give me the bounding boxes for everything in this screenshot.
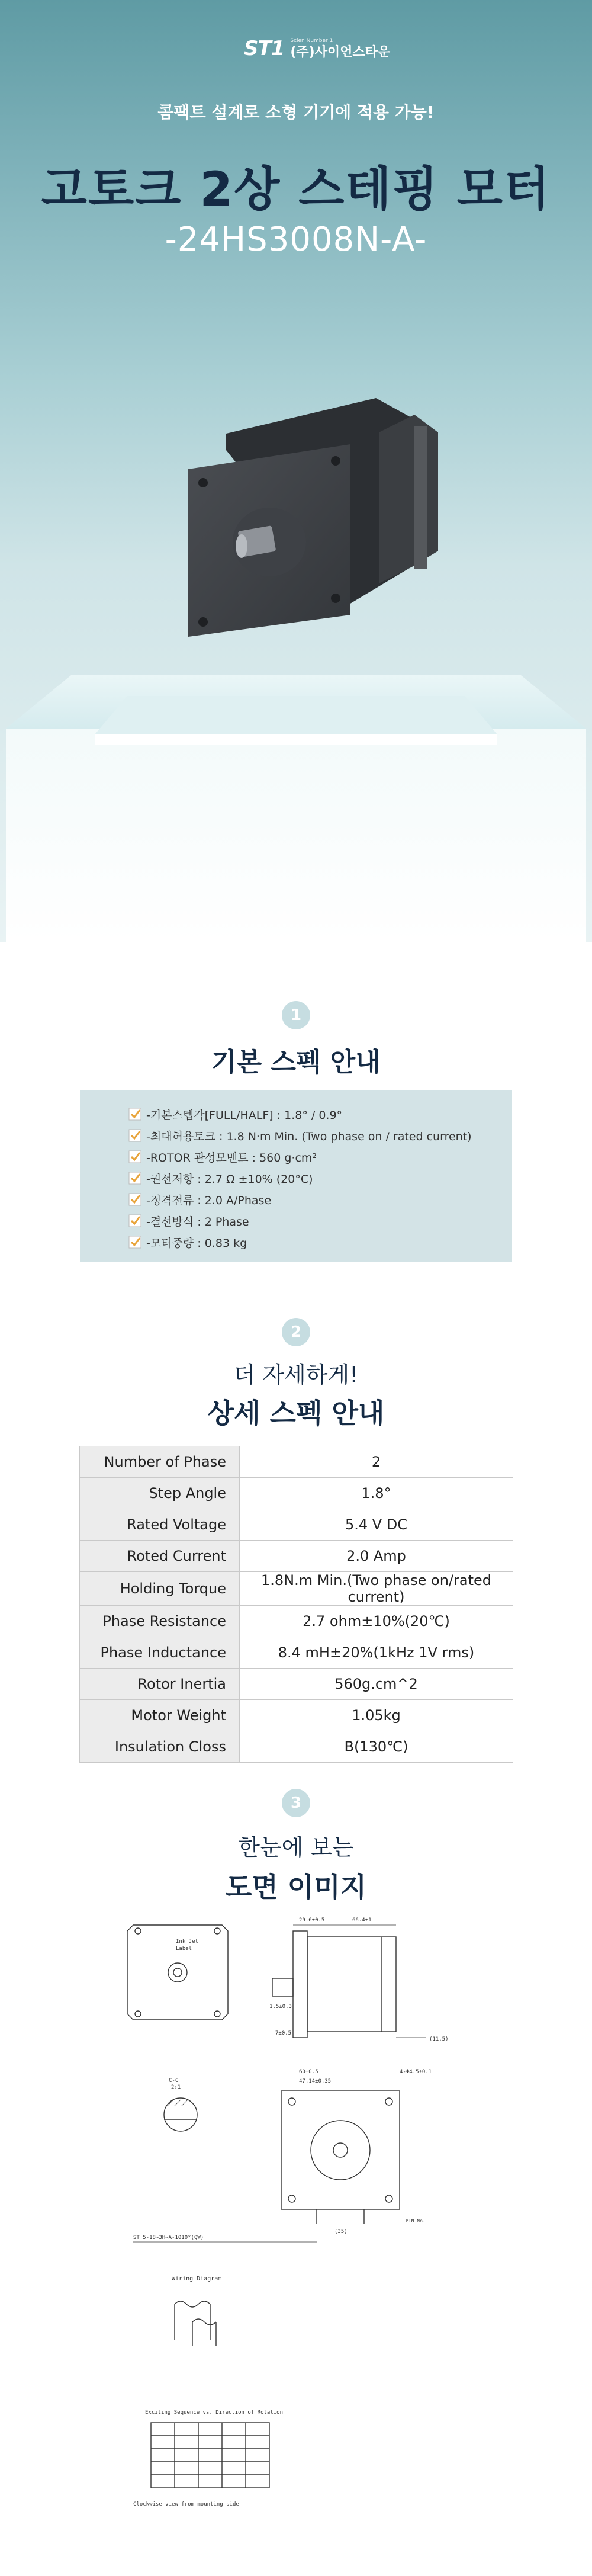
- svg-text:(11.5): (11.5): [429, 2036, 449, 2042]
- table-row: Rotor Inertia 560g.cm^2: [80, 1669, 513, 1700]
- brand-name: (주)사이언스타운: [290, 44, 391, 60]
- check-icon: [128, 1193, 141, 1206]
- technical-drawing: [121, 1913, 471, 2547]
- brand-logo[interactable]: [244, 37, 390, 60]
- section2-title: 상세 스펙 안내: [207, 1397, 385, 1429]
- table-row: Roted Current 2.0 Amp: [80, 1541, 513, 1572]
- logo-sub: Scien Number 1: [290, 37, 333, 44]
- basic-spec-box: [80, 1090, 512, 1262]
- table-row: Insulation Closs B(130℃): [80, 1731, 513, 1763]
- section3-pretitle: 한눈에 보는: [238, 1834, 354, 1860]
- svg-text:7±0.5: 7±0.5: [275, 2030, 292, 2036]
- table-row: Motor Weight 1.05kg: [80, 1700, 513, 1731]
- section3-title: 도면 이미지: [225, 1871, 367, 1903]
- table-row: Step Angle 1.8°: [80, 1478, 513, 1509]
- check-icon: [128, 1214, 141, 1227]
- side-view: [269, 1917, 449, 2042]
- table-row: Number of Phase 2: [80, 1446, 513, 1478]
- spec-item: -정격전류 : 2.0 A/Phase: [128, 1189, 512, 1210]
- section2-pretitle: 더 자세하게!: [233, 1362, 359, 1388]
- front-view: [127, 1925, 228, 2020]
- svg-text:Label: Label: [176, 1946, 192, 1952]
- section-number-1: 1: [282, 1001, 310, 1029]
- table-row: Rated Voltage 5.4 V DC: [80, 1509, 513, 1541]
- table-row: Holding Torque 1.8N.m Min.(Two phase on/rated current): [80, 1572, 513, 1606]
- svg-text:C-C: C-C: [169, 2078, 179, 2084]
- svg-text:ST 5-18~3H~A-1010*(QW): ST 5-18~3H~A-1010*(QW): [133, 2235, 204, 2241]
- table-row: Phase Inductance 8.4 mH±20%(1kHz 1V rms): [80, 1637, 513, 1669]
- svg-text:Wiring Diagram: Wiring Diagram: [172, 2276, 222, 2282]
- wiring-diagram: [172, 2276, 221, 2346]
- mount-view: [133, 2069, 432, 2242]
- exciting-sequence-table: [133, 2410, 283, 2507]
- section1-title: 기본 스펙 안내: [211, 1047, 381, 1077]
- logo-mark: ST1: [244, 37, 285, 60]
- svg-text:1.5±0.3: 1.5±0.3: [269, 2004, 292, 2010]
- hero-subtitle: 콤팩트 설계로 소형 기기에 적용 가능!: [157, 102, 435, 122]
- spec-item: -기본스텝각[FULL/HALF] : 1.8° / 0.9°: [128, 1103, 512, 1125]
- hero-model: -24HS3008N-A-: [165, 220, 427, 259]
- svg-text:PIN No.: PIN No.: [406, 2218, 426, 2224]
- hero-title: 고토크 2상 스테핑 모터: [41, 162, 551, 217]
- section-view: [164, 2078, 197, 2131]
- check-icon: [128, 1236, 141, 1249]
- svg-text:Ink Jet: Ink Jet: [176, 1939, 198, 1945]
- svg-text:4-Φ4.5±0.1: 4-Φ4.5±0.1: [400, 2069, 432, 2075]
- spec-item: -ROTOR 관성모멘트 : 560 g·cm²: [128, 1146, 512, 1167]
- svg-text:60±0.5: 60±0.5: [299, 2069, 318, 2075]
- section-number-2: 2: [282, 1318, 310, 1346]
- svg-text:2:1: 2:1: [171, 2084, 181, 2090]
- stepper-motor: [188, 398, 438, 637]
- check-icon: [128, 1172, 141, 1185]
- svg-text:Exciting Sequence vs. Directio: Exciting Sequence vs. Direction of Rotation: [145, 2410, 283, 2415]
- spec-item: -결선방식 : 2 Phase: [128, 1210, 512, 1231]
- svg-text:29.6±0.5: 29.6±0.5: [299, 1917, 325, 1923]
- hero-banner: [0, 0, 592, 942]
- motor-product-image: [0, 355, 592, 942]
- svg-text:66.4±1: 66.4±1: [352, 1917, 372, 1923]
- svg-text:(35): (35): [334, 2229, 348, 2235]
- check-icon: [128, 1129, 141, 1142]
- svg-text:Clockwise view from mounting s: Clockwise view from mounting side: [133, 2501, 239, 2507]
- spec-item: -최대허용토크 : 1.8 N·m Min. (Two phase on / rated current): [128, 1125, 512, 1146]
- spec-item: -모터중량 : 0.83 kg: [128, 1231, 512, 1253]
- section-number-3: 3: [282, 1789, 310, 1817]
- check-icon: [128, 1108, 141, 1121]
- table-row: Phase Resistance 2.7 ohm±10%(20℃): [80, 1606, 513, 1637]
- spec-item: -권선저항 : 2.7 Ω ±10% (20°C): [128, 1167, 512, 1189]
- svg-text:47.14±0.35: 47.14±0.35: [299, 2078, 332, 2084]
- check-icon: [128, 1150, 141, 1163]
- detail-spec-table: [79, 1446, 513, 1763]
